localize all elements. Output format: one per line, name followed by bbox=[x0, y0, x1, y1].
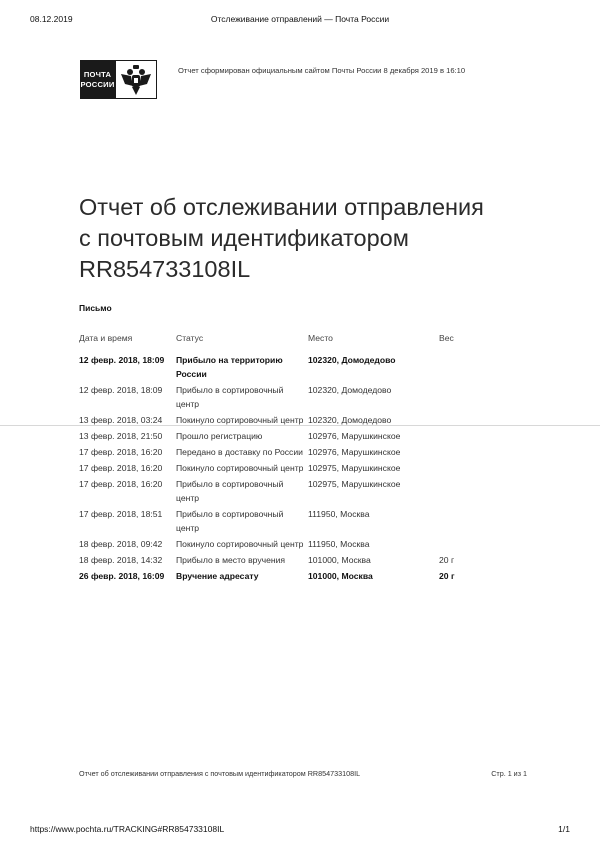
cell-place: 111950, Москва bbox=[308, 509, 370, 519]
cell-date: 17 февр. 2018, 16:20 bbox=[79, 463, 163, 473]
print-page-title: Отслеживание отправлений — Почта России bbox=[210, 14, 390, 24]
tracking-number: RR854733108IL bbox=[79, 256, 251, 282]
table-row bbox=[79, 507, 549, 537]
cell-date: 17 февр. 2018, 18:51 bbox=[79, 509, 163, 519]
cell-place: 102320, Домодедово bbox=[308, 385, 392, 395]
cell-weight: 20 г bbox=[439, 555, 455, 565]
table-row bbox=[79, 445, 549, 461]
cell-place: 101000, Москва bbox=[308, 555, 371, 565]
table-row bbox=[79, 429, 549, 445]
table-row bbox=[79, 477, 549, 507]
print-header bbox=[0, 14, 600, 28]
cell-place: 102976, Марушкинское bbox=[308, 431, 401, 441]
cell-status: Прошло регистрацию bbox=[176, 431, 263, 441]
report-title-line1: Отчет об отслеживании отправления bbox=[79, 194, 484, 220]
cell-status: Вручение адресату bbox=[176, 571, 259, 581]
report-footer-title: Отчет об отслеживании отправления с почтовым идентификатором RR854733108IL bbox=[79, 769, 361, 778]
cell-weight bbox=[439, 429, 549, 445]
cell-place: 102975, Марушкинское bbox=[308, 463, 401, 473]
cell-weight bbox=[439, 507, 549, 537]
cell-place: 102976, Марушкинское bbox=[308, 447, 401, 457]
print-url: https://www.pochta.ru/TRACKING#RR854733108IL bbox=[30, 824, 225, 834]
cell-weight: 20 г bbox=[439, 571, 455, 581]
cell-place: 102975, Марушкинское bbox=[308, 479, 401, 489]
tracking-history-table bbox=[79, 331, 549, 585]
report-title bbox=[79, 192, 539, 285]
table-row bbox=[79, 383, 549, 413]
cell-status: Покинуло сортировочный центр bbox=[176, 539, 304, 549]
cell-status: Прибыло на территорию России bbox=[176, 355, 283, 379]
cell-status: Передано в доставку по России bbox=[176, 447, 303, 457]
cell-weight bbox=[439, 383, 549, 413]
cell-date: 18 февр. 2018, 09:42 bbox=[79, 539, 163, 549]
double-headed-eagle-icon bbox=[115, 60, 157, 99]
cell-date: 12 февр. 2018, 18:09 bbox=[79, 355, 165, 365]
print-date: 08.12.2019 bbox=[30, 14, 73, 24]
table-row bbox=[79, 553, 549, 569]
report-footer-page: Стр. 1 из 1 bbox=[491, 769, 527, 778]
cell-date: 13 февр. 2018, 21:50 bbox=[79, 431, 163, 441]
cell-date: 17 февр. 2018, 16:20 bbox=[79, 479, 163, 489]
cell-place: 101000, Москва bbox=[308, 571, 373, 581]
table-row bbox=[79, 461, 549, 477]
cell-place: 111950, Москва bbox=[308, 539, 370, 549]
header-date: Дата и время bbox=[79, 333, 133, 343]
cell-date: 17 февр. 2018, 16:20 bbox=[79, 447, 163, 457]
logo-text bbox=[80, 60, 115, 99]
cell-place: 102320, Домодедово bbox=[308, 415, 392, 425]
russian-post-logo bbox=[80, 60, 157, 99]
header-status: Статус bbox=[176, 333, 204, 343]
logo-text-line1: ПОЧТА bbox=[83, 69, 112, 79]
print-page-number: 1/1 bbox=[558, 824, 570, 834]
cell-weight bbox=[439, 461, 549, 477]
table-row bbox=[79, 413, 549, 429]
cell-date: 13 февр. 2018, 03:24 bbox=[79, 415, 163, 425]
item-type-label: Письмо bbox=[79, 303, 112, 313]
cell-status: Покинуло сортировочный центр bbox=[176, 463, 304, 473]
cell-place: 102320, Домодедово bbox=[308, 355, 396, 365]
cell-status: Покинуло сортировочный центр bbox=[176, 415, 304, 425]
cell-status: Прибыло в место вручения bbox=[176, 555, 286, 565]
cell-date: 18 февр. 2018, 14:32 bbox=[79, 555, 163, 565]
cell-date: 26 февр. 2018, 16:09 bbox=[79, 571, 165, 581]
table-row bbox=[79, 353, 549, 383]
cell-date: 12 февр. 2018, 18:09 bbox=[79, 385, 163, 395]
table-row bbox=[79, 569, 549, 585]
table-header-row bbox=[79, 331, 549, 353]
scan-artifact-line bbox=[0, 425, 600, 426]
table-row bbox=[79, 537, 549, 553]
report-generated-note: Отчет сформирован официальным сайтом Почты России 8 декабря 2019 в 16:10 bbox=[178, 66, 466, 75]
header-weight: Вес bbox=[439, 333, 454, 343]
cell-status: Прибыло в сортировочный центр bbox=[176, 385, 284, 409]
report-title-line2: с почтовым идентификатором bbox=[79, 225, 409, 251]
header-place: Место bbox=[308, 333, 333, 343]
cell-status: Прибыло в сортировочный центр bbox=[176, 479, 284, 503]
cell-weight bbox=[439, 537, 549, 553]
cell-weight bbox=[439, 413, 549, 429]
cell-weight bbox=[439, 353, 549, 383]
tracking-rows bbox=[79, 353, 549, 585]
logo-text-line2: РОССИИ bbox=[80, 79, 115, 89]
cell-weight bbox=[439, 477, 549, 507]
cell-weight bbox=[439, 445, 549, 461]
cell-status: Прибыло в сортировочный центр bbox=[176, 509, 284, 533]
